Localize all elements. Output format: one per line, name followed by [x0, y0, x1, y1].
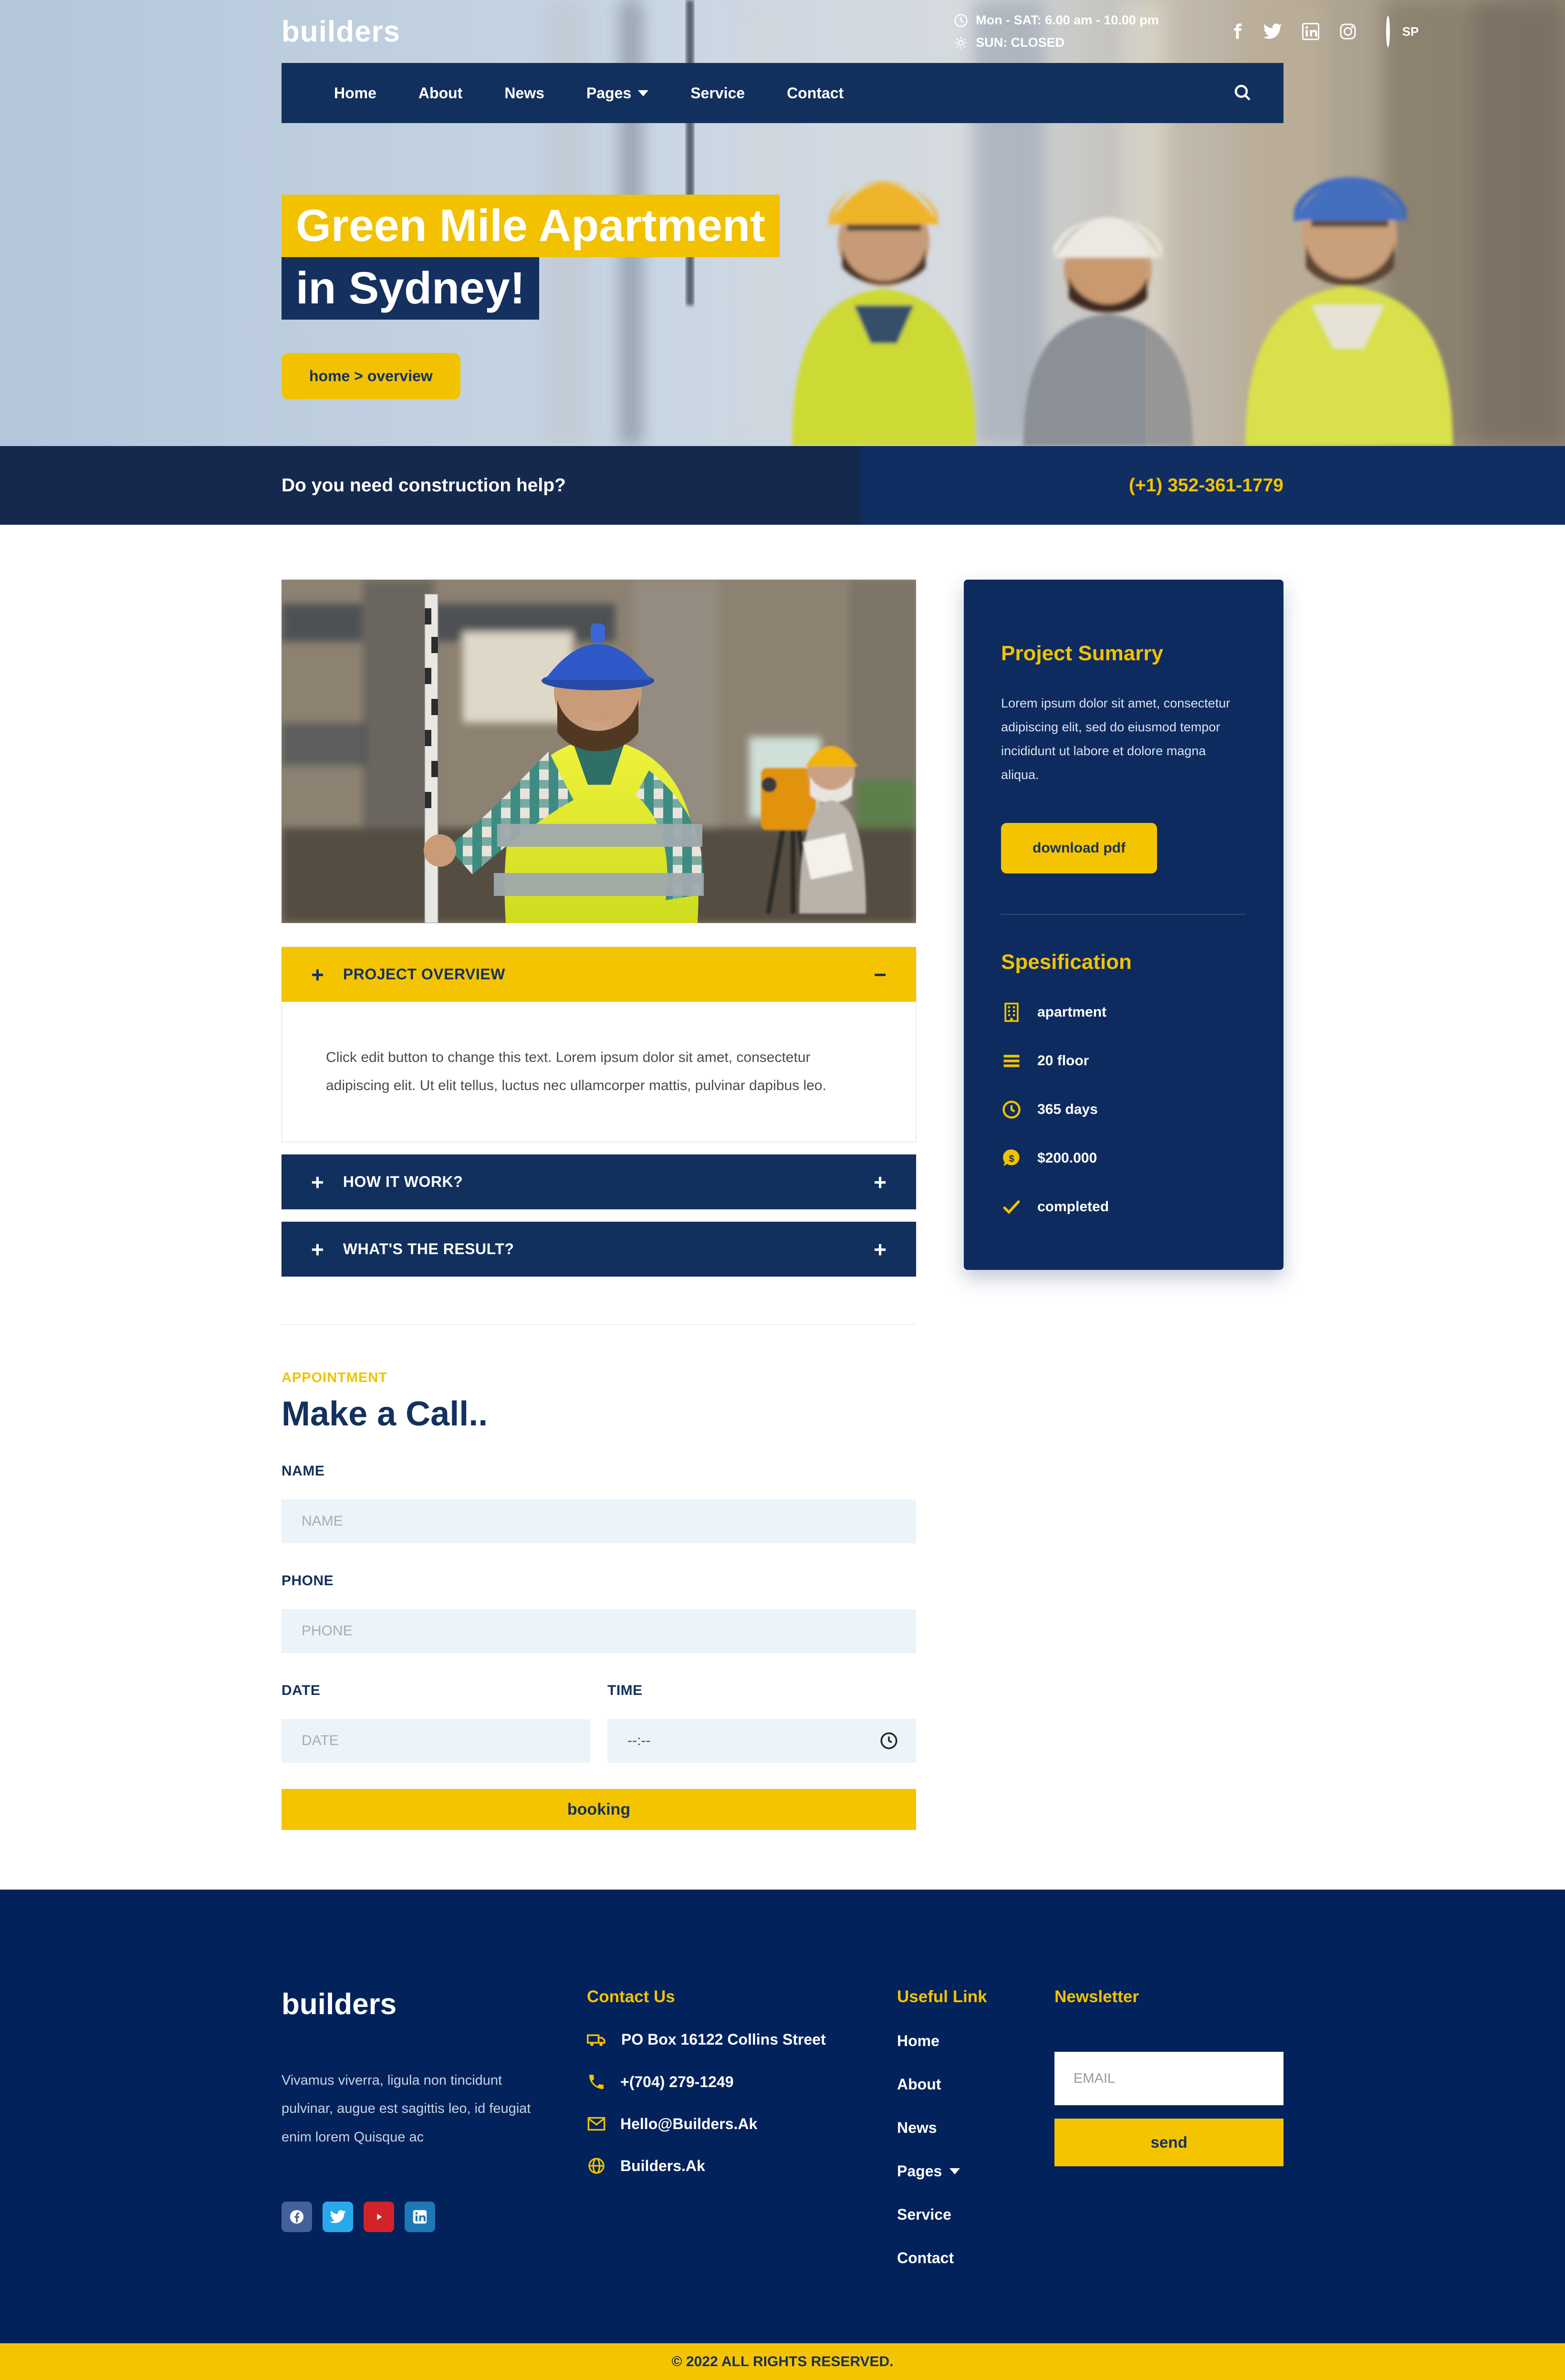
footer-newsletter-column: [1054, 1987, 1283, 2267]
plus-icon: +: [311, 1169, 324, 1195]
footer: [0, 1890, 1565, 2343]
list-icon: [1001, 1050, 1022, 1071]
globe-icon: [587, 2156, 606, 2175]
newsletter-email-field[interactable]: [1054, 2052, 1283, 2105]
dollar-icon: [1001, 1148, 1022, 1169]
accordion-body: Click edit button to change this text. Lorem ipsum dolor sit amet, consectetur adipiscing elit. Ut elit tellus, luctus nec ullamcorper mattis, pulvinar dapibus leo.: [282, 1002, 916, 1142]
page-title: Make a Call..: [282, 1395, 488, 1433]
footer-links-column: [897, 1987, 1054, 2267]
contact-address[interactable]: [587, 2029, 883, 2049]
nav-label: Contact: [787, 84, 844, 102]
useful-link-title: Useful Link: [897, 1987, 987, 2006]
youtube-icon[interactable]: [364, 2202, 394, 2232]
clock-icon: [1001, 1099, 1022, 1120]
time-field-wrap: [607, 1719, 916, 1763]
content-column: [282, 580, 916, 1830]
booking-button[interactable]: booking: [282, 1789, 916, 1830]
nav-label: Pages: [586, 84, 632, 102]
accordion-title: PROJECT OVERVIEW: [343, 966, 505, 983]
phone-icon: [587, 2072, 606, 2091]
facebook-icon[interactable]: [1231, 21, 1243, 42]
footer-logo[interactable]: builders: [282, 1988, 397, 2021]
footer-social-links: [282, 2202, 539, 2232]
spec-item-floors: [1001, 1050, 1246, 1071]
hero-text: [282, 123, 1283, 399]
breadcrumb[interactable]: home > overview: [282, 353, 460, 399]
card-divider: [1001, 914, 1246, 915]
gear-icon: [954, 36, 968, 50]
instagram-icon[interactable]: [1339, 23, 1356, 40]
hero-title-line1: Green Mile Apartment: [282, 195, 780, 257]
date-label: DATE: [282, 1683, 321, 1698]
link-label: News: [897, 2119, 937, 2136]
contact-text: PO Box 16122 Collins Street: [621, 2030, 826, 2048]
footer-link-news[interactable]: [897, 2119, 1054, 2137]
nav-label: News: [504, 84, 544, 102]
project-summary-card: [964, 580, 1283, 1270]
name-field[interactable]: [282, 1499, 916, 1543]
contact-phone[interactable]: [587, 2072, 883, 2091]
footer-link-home[interactable]: [897, 2032, 1054, 2050]
cta-question: Do you need construction help?: [282, 475, 566, 496]
twitter-icon[interactable]: [323, 2202, 353, 2232]
spec-item-apartment: [1001, 1002, 1246, 1023]
link-label: Service: [897, 2206, 951, 2223]
contact-text: +(704) 279-1249: [620, 2073, 734, 2090]
accordion-header-project-overview[interactable]: [282, 947, 916, 1002]
chevron-down-icon: [949, 2168, 960, 2174]
name-label: NAME: [282, 1463, 325, 1479]
linkedin-icon[interactable]: [1302, 23, 1319, 40]
spec-label: completed: [1037, 1198, 1109, 1215]
closed-text: SUN: CLOSED: [976, 35, 1065, 50]
project-photo: [282, 580, 916, 923]
minus-icon[interactable]: −: [874, 962, 887, 987]
accordion-header-how-it-work[interactable]: [282, 1154, 916, 1209]
hours-text: Mon - SAT: 6.00 am - 10.00 pm: [976, 13, 1159, 27]
appointment-kicker: APPOINTMENT: [282, 1370, 388, 1385]
link-label: About: [897, 2076, 941, 2093]
nav-item-contact[interactable]: [787, 84, 844, 102]
contact-website[interactable]: [587, 2156, 883, 2175]
section-divider: [282, 1324, 916, 1325]
newsletter-title: Newsletter: [1054, 1987, 1139, 2006]
spain-flag-icon[interactable]: [1386, 16, 1390, 47]
hero-banner: [0, 0, 1565, 446]
clock-icon[interactable]: [879, 1731, 899, 1751]
check-icon: [1001, 1196, 1022, 1217]
contact-text: Hello@Builders.Ak: [620, 2115, 758, 2132]
svg-text:$: $: [1009, 1154, 1014, 1164]
cta-phone-link[interactable]: (+1) 352-361-1779: [1128, 475, 1283, 496]
envelope-icon: [587, 2114, 606, 2133]
linkedin-icon[interactable]: [405, 2202, 435, 2232]
search-icon[interactable]: [1233, 83, 1253, 103]
appointment-form: [282, 1370, 916, 1830]
phone-label: PHONE: [282, 1573, 334, 1589]
nav-item-news[interactable]: [504, 84, 544, 102]
building-icon: [1001, 1002, 1022, 1023]
facebook-icon[interactable]: [282, 2202, 312, 2232]
opening-hours: [954, 13, 1159, 50]
contact-email[interactable]: [587, 2114, 883, 2133]
clock-icon: [954, 13, 968, 28]
contact-title: Contact Us: [587, 1987, 675, 2006]
accordion-title: HOW IT WORK?: [343, 1173, 463, 1190]
truck-icon: [587, 2029, 607, 2049]
nav-item-home[interactable]: [334, 84, 376, 102]
spec-label: 20 floor: [1037, 1052, 1089, 1069]
footer-contact-column: [587, 1987, 883, 2267]
footer-about-column: [282, 1987, 539, 2267]
plus-icon[interactable]: +: [874, 1169, 887, 1195]
spec-item-price: [1001, 1148, 1246, 1169]
chevron-down-icon: [638, 90, 648, 96]
specification-title: Spesification: [1001, 950, 1132, 974]
link-label: Pages: [897, 2162, 942, 2180]
accordion-item-project-overview: [282, 947, 916, 1142]
closed-row: [954, 35, 1159, 50]
help-cta-bar: [0, 446, 1565, 525]
newsletter-send-button[interactable]: send: [1054, 2119, 1283, 2166]
time-field[interactable]: [607, 1719, 916, 1763]
plus-icon[interactable]: +: [874, 1237, 887, 1262]
language-label[interactable]: SP: [1402, 24, 1419, 39]
main-nav: [282, 63, 1283, 123]
spec-label: apartment: [1037, 1004, 1107, 1020]
footer-link-service[interactable]: [897, 2206, 1054, 2224]
top-social-links: [1231, 21, 1356, 42]
link-label: Home: [897, 2032, 939, 2049]
footer-about-text: Vivamus viverra, ligula non tincidunt pulvinar, augue est sagittis leo, id feugiat enim lorem Quisque ac: [282, 2073, 531, 2145]
accordion-item-how-it-work: [282, 1154, 916, 1209]
nav-item-pages[interactable]: [586, 84, 648, 102]
accordion-title: WHAT'S THE RESULT?: [343, 1240, 514, 1258]
main-content: [0, 525, 1565, 1890]
footer-link-contact[interactable]: [897, 2249, 1054, 2267]
brand-logo[interactable]: builders: [282, 15, 401, 48]
date-field[interactable]: [282, 1719, 590, 1763]
download-pdf-button[interactable]: download pdf: [1001, 823, 1157, 873]
nav-label: Service: [690, 84, 745, 102]
spec-item-status: [1001, 1196, 1246, 1217]
copyright-bar: [0, 2343, 1565, 2380]
summary-title: Project Sumarry: [1001, 642, 1163, 665]
top-bar: [282, 0, 1419, 63]
spec-label: $200.000: [1037, 1150, 1097, 1166]
nav-item-about[interactable]: [418, 84, 462, 102]
nav-item-service[interactable]: [690, 84, 745, 102]
accordion-item-whats-the-result: [282, 1222, 916, 1277]
phone-field[interactable]: [282, 1609, 916, 1653]
spec-label: 365 days: [1037, 1101, 1098, 1117]
twitter-icon[interactable]: [1263, 23, 1282, 40]
hero-title-line2: in Sydney!: [282, 257, 539, 320]
plus-icon: +: [311, 1237, 324, 1262]
plus-icon: +: [311, 962, 324, 987]
hours-row: [954, 13, 1159, 28]
accordion-header-whats-the-result[interactable]: [282, 1222, 916, 1277]
accordion: [282, 947, 916, 1277]
footer-link-pages[interactable]: [897, 2162, 1054, 2180]
spec-item-days: [1001, 1099, 1246, 1120]
time-label: TIME: [607, 1683, 643, 1698]
footer-link-about[interactable]: [897, 2076, 1054, 2093]
summary-text: Lorem ipsum dolor sit amet, consectetur adipiscing elit, sed do eiusmod tempor incididunt ut labore et dolore magna aliqua.: [1001, 696, 1231, 782]
copyright-text: © 2022 ALL RIGHTS RESERVED.: [671, 2353, 894, 2370]
contact-text: Builders.Ak: [620, 2157, 705, 2174]
nav-label: Home: [334, 84, 376, 102]
nav-label: About: [418, 84, 463, 102]
link-label: Contact: [897, 2249, 954, 2266]
